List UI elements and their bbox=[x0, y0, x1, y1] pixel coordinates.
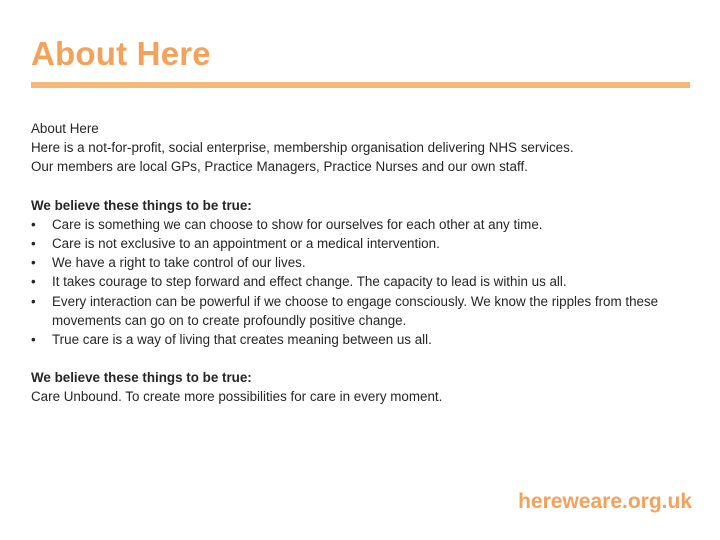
list-item bbox=[31, 215, 701, 234]
intro-section bbox=[31, 119, 701, 177]
intro-line-2: Our members are local GPs, Practice Managers, Practice Nurses and our own staff. bbox=[31, 159, 528, 175]
belief-text: True care is a way of living that creates meaning between us all. bbox=[52, 332, 432, 348]
list-item bbox=[31, 330, 701, 349]
belief-text: We have a right to take control of our lives. bbox=[52, 255, 306, 271]
slide-content bbox=[31, 119, 701, 407]
belief-text: Care is something we can choose to show for ourselves for each other at any time. bbox=[52, 216, 543, 232]
list-item bbox=[31, 272, 701, 291]
beliefs-section bbox=[31, 196, 701, 350]
belief-text: It takes courage to step forward and effect change. The capacity to lead is within us all. bbox=[52, 274, 567, 290]
title-divider bbox=[31, 82, 690, 88]
page-title: About Here bbox=[31, 35, 211, 72]
intro-heading: About Here bbox=[31, 121, 99, 136]
bullet-icon: • bbox=[31, 255, 36, 271]
belief-text: Every interaction can be powerful if we choose to engage consciously. We know the ripples from these movements can go on to create profoundly positive change. bbox=[52, 293, 659, 328]
bullet-icon: • bbox=[31, 293, 36, 309]
beliefs-list bbox=[31, 215, 701, 349]
bullet-icon: • bbox=[31, 274, 36, 290]
vision-section bbox=[31, 368, 701, 406]
vision-heading: We believe these things to be true: bbox=[31, 370, 252, 386]
bullet-icon: • bbox=[31, 236, 36, 252]
belief-text: Care is not exclusive to an appointment or a medical intervention. bbox=[52, 236, 440, 252]
vision-text: Care Unbound. To create more possibilities for care in every moment. bbox=[31, 389, 443, 405]
list-item bbox=[31, 292, 701, 330]
beliefs-heading: We believe these things to be true: bbox=[31, 197, 252, 213]
list-item bbox=[31, 253, 701, 272]
intro-line-1: Here is a not-for-profit, social enterprise, membership organisation delivering NHS services. bbox=[31, 140, 574, 156]
bullet-icon: • bbox=[31, 332, 36, 348]
list-item bbox=[31, 234, 701, 253]
footer-url: hereweare.org.uk bbox=[518, 490, 692, 513]
bullet-icon: • bbox=[31, 216, 36, 232]
